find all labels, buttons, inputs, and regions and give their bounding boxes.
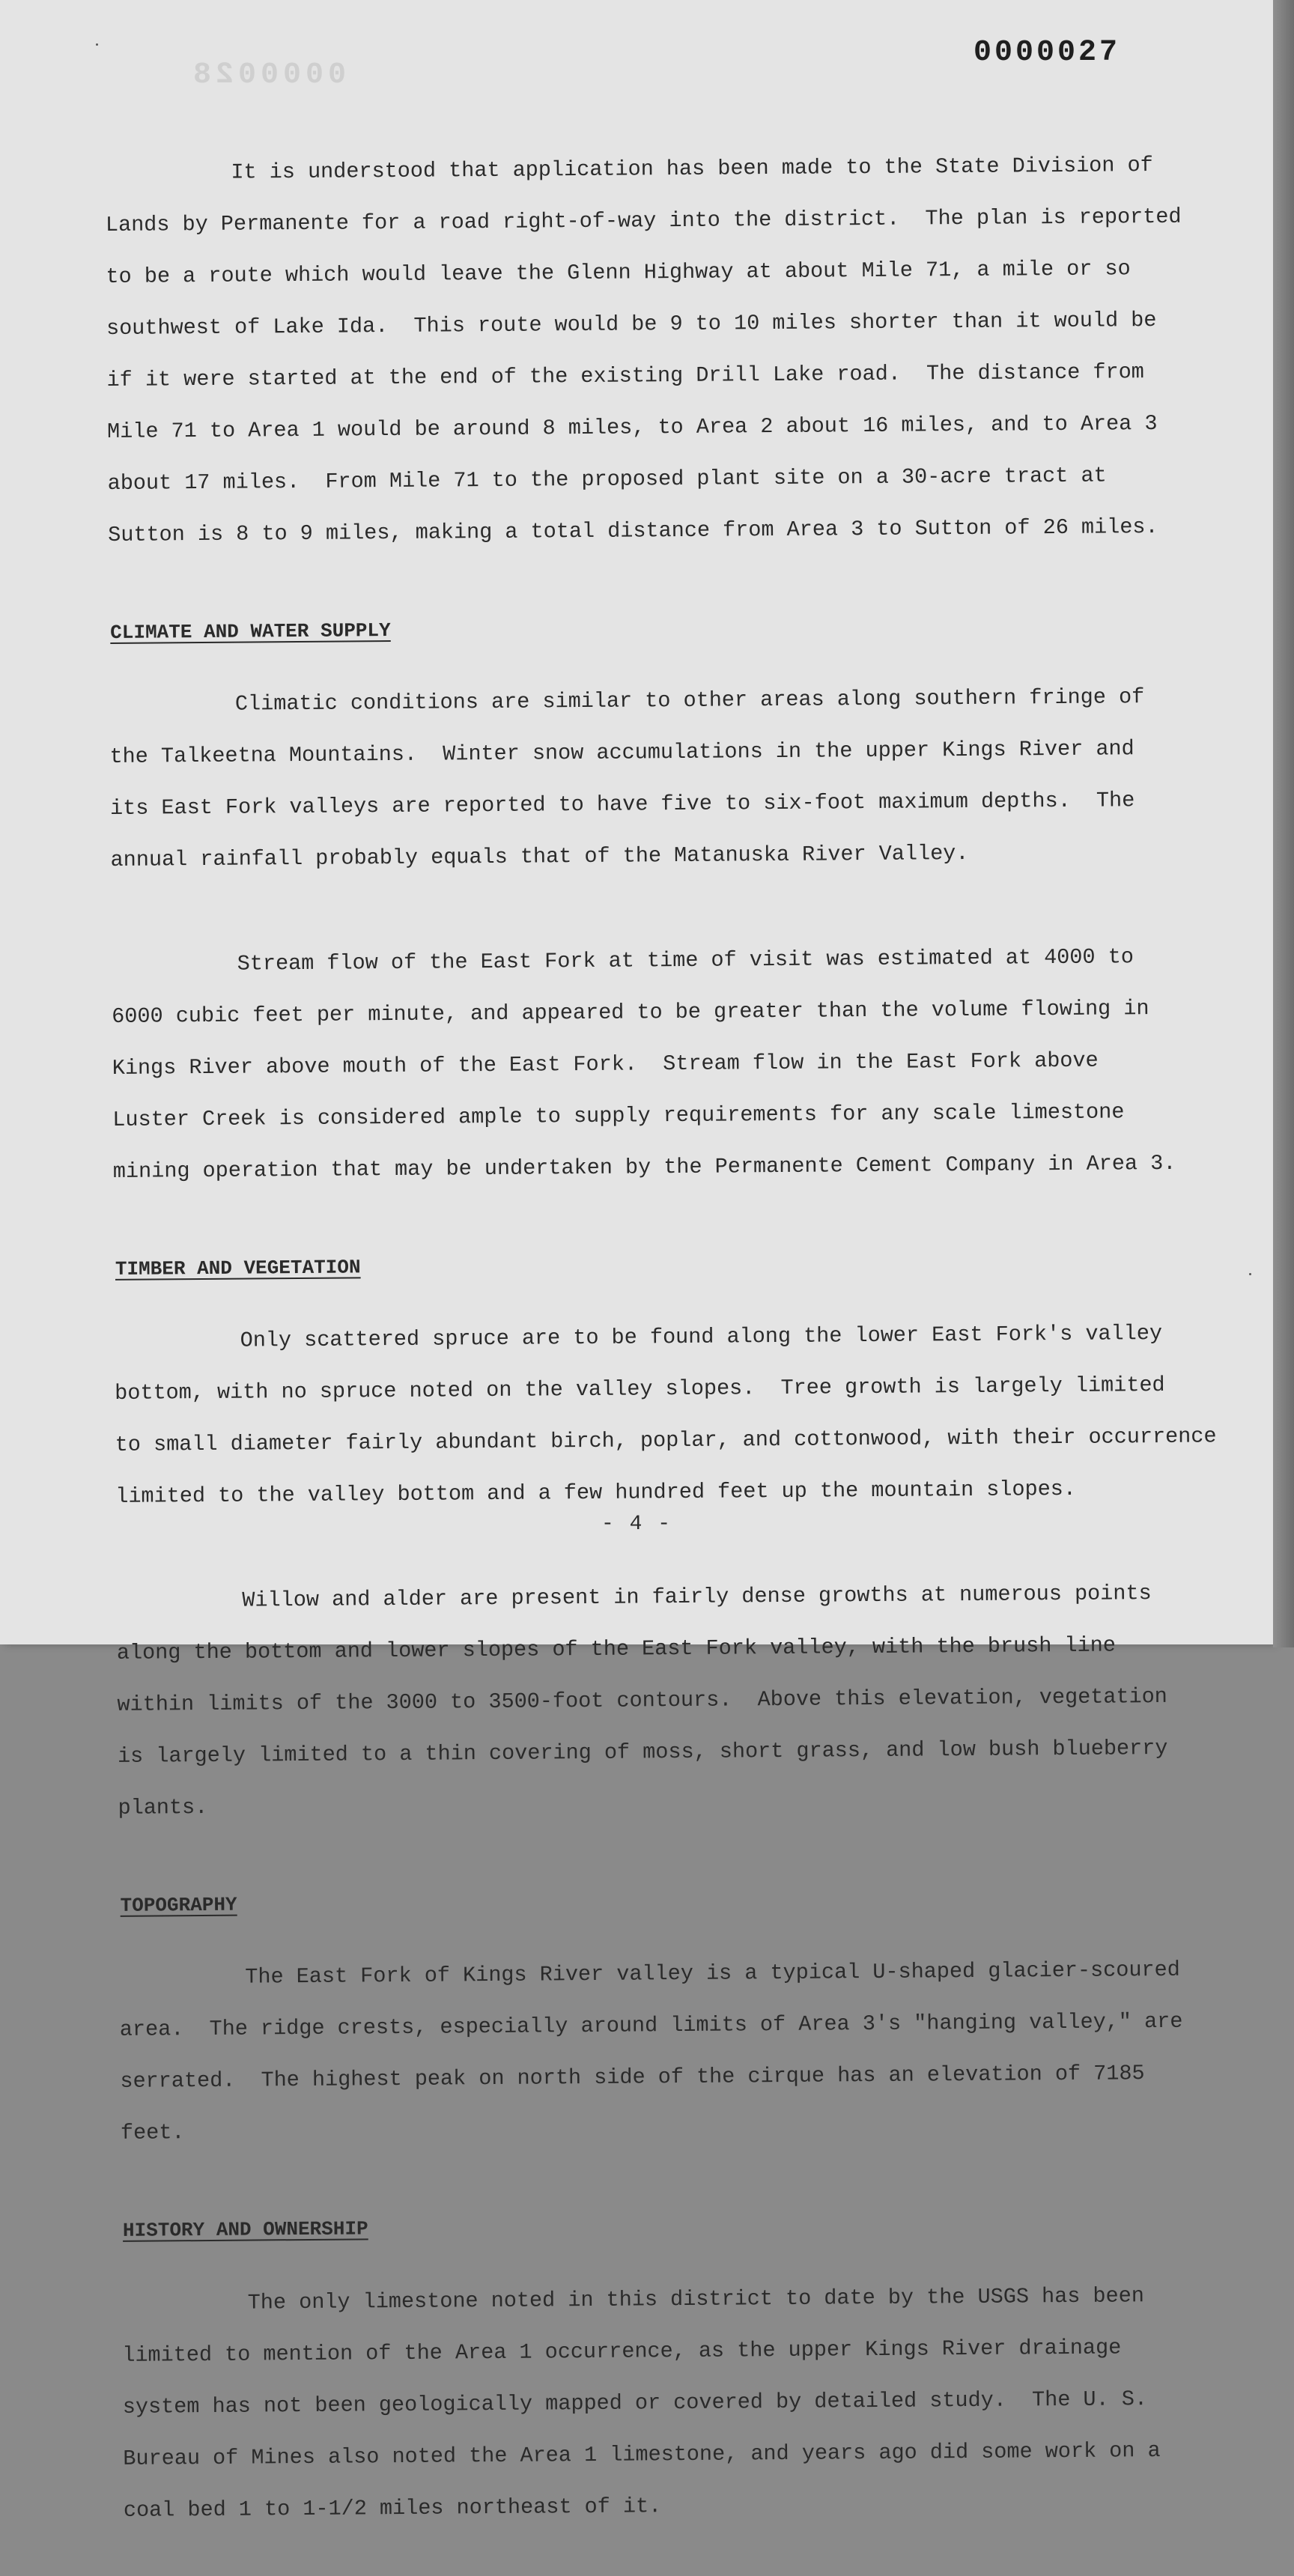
document-body <box>105 127 1217 2576</box>
text-line: feet. <box>120 2120 185 2145</box>
page-number: - 4 - <box>601 1513 672 1536</box>
text-line: Sutton is 8 to 9 miles, making a total distance from Area 3 to Sutton of 26 miles. <box>108 514 1158 547</box>
body-paragraph <box>116 1555 1182 1847</box>
text-line: about 17 miles. From Mile 71 to the proposed plant site on a 30-acre tract at <box>107 463 1107 496</box>
text-line: to small diameter fairly abundant birch, poplar, and cottonwood, with their occurrence <box>115 1424 1217 1457</box>
text-line: along the bottom and lower slopes of the East Fork valley, with the brush line <box>116 1632 1117 1665</box>
intro-paragraph <box>105 127 1182 574</box>
text-line: southwest of Lake Ida. This route would be 9 to 10 miles shorter than it would be <box>106 307 1157 341</box>
text-line: Climatic conditions are similar to other areas along southern fringe of <box>234 684 1145 717</box>
section-heading: HISTORY AND OWNERSHIP <box>122 2217 368 2242</box>
document-number: 0000027 <box>973 36 1121 70</box>
text-line: Lands by Permanente for a road right-of-way into the district. The plan is reported <box>105 204 1182 237</box>
body-paragraph <box>121 2257 1187 2550</box>
text-line: mining operation that may be undertaken by the Permanente Cement Company in Area 3. <box>112 1150 1176 1184</box>
text-line: annual rainfall probably equals that of the Matanuska River Valley. <box>110 840 969 872</box>
text-line: its East Fork valleys are reported to have five to six-foot maximum depths. The <box>109 788 1135 821</box>
text-line: Bureau of Mines also noted the Area 1 limestone, and years ago did some work on a <box>123 2437 1161 2471</box>
text-line: is largely limited to a thin covering of moss, short grass, and low bush blueberry <box>117 1735 1168 1769</box>
text-line: Luster Creek is considered ample to supply requirements for any scale limestone <box>112 1099 1125 1132</box>
body-paragraph <box>111 918 1176 1211</box>
paper-speck <box>1249 1273 1251 1275</box>
scan-edge-shadow <box>1273 0 1294 1647</box>
text-line: The only limestone noted in this district to date by the USGS has been <box>247 2282 1145 2315</box>
text-line: the Talkeetna Mountains. Winter snow accumulations in the upper Kings River and <box>109 736 1134 769</box>
body-paragraph <box>119 1931 1184 2172</box>
text-line: limited to the valley bottom and a few hundred feet up the mountain slopes. <box>115 1476 1077 1509</box>
body-paragraph <box>109 658 1174 899</box>
text-line: Stream flow of the East Fork at time of visit was estimated at 4000 to <box>237 944 1134 976</box>
section-heading: TOPOGRAPHY <box>120 1893 237 1917</box>
text-line: system has not been geologically mapped or covered by detailed study. The U. S. <box>122 2386 1148 2419</box>
text-line: to be a route which would leave the Glenn Highway at about Mile 71, a mile or so <box>106 255 1131 289</box>
text-line: serrated. The highest peak on north side of the cirque has an elevation of 7185 <box>120 2061 1145 2094</box>
section-climate <box>110 612 1172 644</box>
text-line: within limits of the 3000 to 3500-foot contours. Above this elevation, vegetation <box>117 1683 1167 1717</box>
section-history <box>123 2211 1185 2243</box>
text-line: Kings River above mouth of the East Fork. Stream flow in the East Fork above <box>112 1048 1099 1081</box>
section-topography <box>120 1885 1182 1917</box>
text-line: Mile 71 to Area 1 would be around 8 miles, to Area 2 about 16 miles, and to Area 3 <box>106 410 1158 444</box>
paper-speck <box>96 43 98 46</box>
text-line: limited to mention of the Area 1 occurrence, as the upper Kings River drainage <box>122 2334 1122 2368</box>
text-line: 6000 cubic feet per minute, and appeared to be greater than the volume flowing in <box>112 995 1149 1029</box>
bleed-through-number: 0000028 <box>189 58 347 92</box>
text-line: The East Fork of Kings River valley is a typical U-shaped glacier-scoured <box>245 1957 1180 1990</box>
section-heading: TIMBER AND VEGETATION <box>115 1255 361 1281</box>
body-paragraph <box>114 1295 1217 1536</box>
text-line: It is understood that application has been made to the State Division of <box>231 152 1153 185</box>
text-line: coal bed 1 to 1-1/2 miles northeast of it. <box>123 2493 662 2523</box>
text-line: bottom, with no spruce noted on the valley slopes. Tree growth is largely limited <box>115 1372 1165 1406</box>
text-line: plants. <box>118 1794 208 1820</box>
section-timber <box>115 1248 1177 1281</box>
section-heading: CLIMATE AND WATER SUPPLY <box>110 619 391 644</box>
text-line: Willow and alder are present in fairly dense growths at numerous points <box>242 1580 1152 1613</box>
text-line: if it were started at the end of the existing Drill Lake road. The distance from <box>106 359 1144 392</box>
text-line: Only scattered spruce are to be found along the lower East Fork's valley <box>240 1320 1163 1353</box>
text-line: area. The ridge crests, especially around limits of Area 3's "hanging valley," are <box>119 2008 1183 2042</box>
